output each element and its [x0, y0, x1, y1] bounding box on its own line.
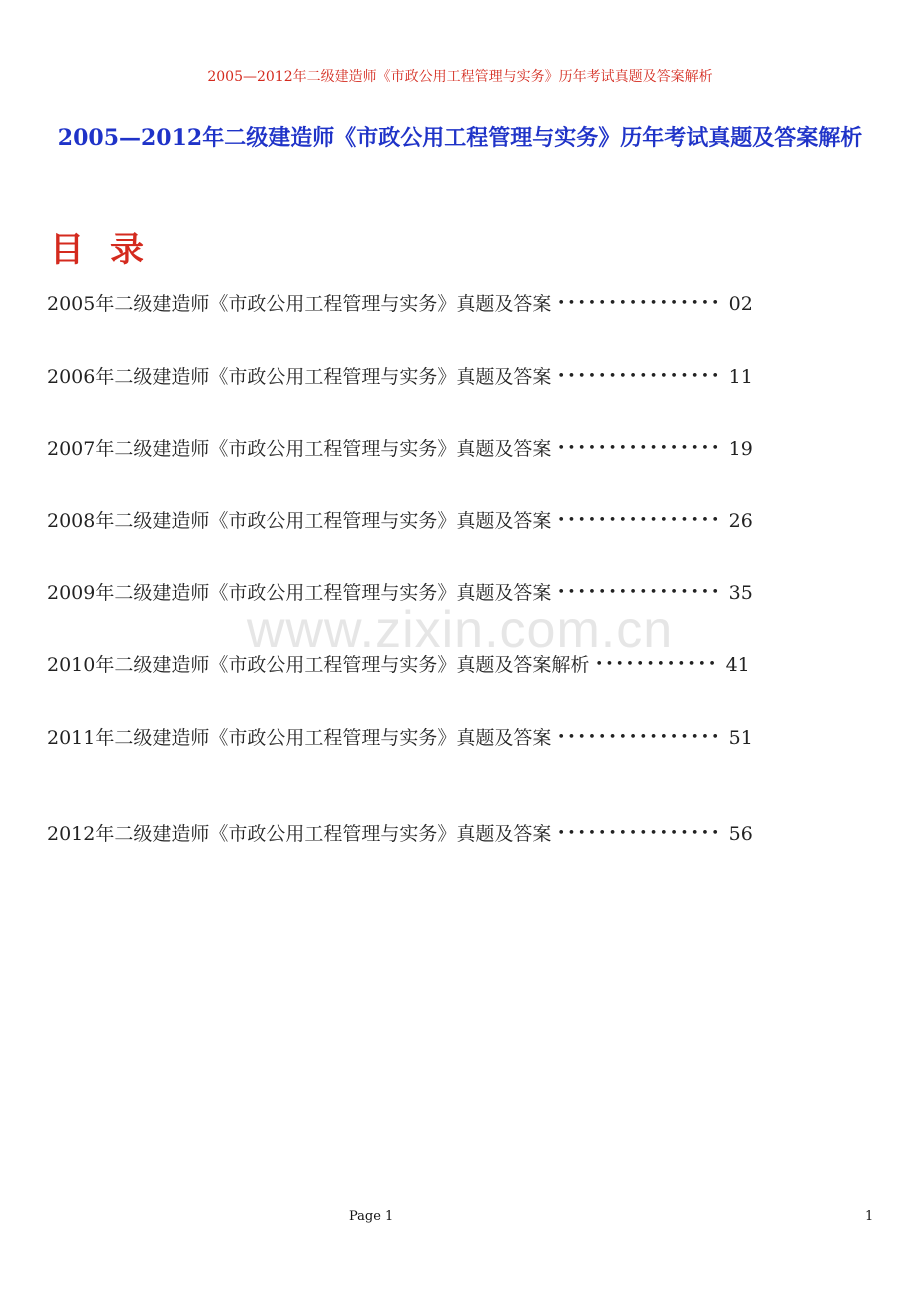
toc-entry-2008[interactable]: [47, 506, 827, 534]
toc-entry-2005[interactable]: [47, 289, 827, 317]
toc-entry-title[interactable]: 2010年二级建造师《市政公用工程管理与实务》真题及答案解析: [47, 654, 590, 676]
toc-page-number: 56: [728, 823, 753, 845]
dot-leader: ••••••••••••••••: [557, 296, 722, 311]
dot-leader: ••••••••••••••••: [557, 369, 722, 384]
document-title: 2005—2012年二级建造师《市政公用工程管理与实务》历年考试真题及答案解析: [57, 125, 863, 151]
toc-entry-title[interactable]: 2009年二级建造师《市政公用工程管理与实务》真题及答案: [47, 582, 552, 604]
toc-entry-2012[interactable]: [47, 819, 827, 847]
toc-entry-title[interactable]: 2007年二级建造师《市政公用工程管理与实务》真题及答案: [47, 438, 552, 460]
dot-leader: ••••••••••••: [595, 657, 719, 672]
dot-leader: ••••••••••••••••: [557, 441, 722, 456]
toc-entry-2011[interactable]: [47, 723, 827, 751]
toc-page-number: 26: [728, 510, 753, 532]
dot-leader: ••••••••••••••••: [557, 585, 722, 600]
toc-heading: 目录: [50, 230, 170, 270]
toc-entry-title[interactable]: 2008年二级建造师《市政公用工程管理与实务》真题及答案: [47, 510, 552, 532]
toc-entry-2009[interactable]: [47, 578, 827, 606]
toc-page-number: 02: [728, 293, 753, 315]
toc-entry-title[interactable]: 2006年二级建造师《市政公用工程管理与实务》真题及答案: [47, 366, 552, 388]
toc-page-number: 11: [728, 366, 753, 388]
dot-leader: ••••••••••••••••: [557, 513, 722, 528]
footer-page-label: Page 1: [349, 1209, 394, 1224]
toc-page-number: 51: [728, 727, 753, 749]
watermark: www.zixin.com.cn: [246, 601, 674, 659]
toc-page-number: 19: [728, 438, 753, 460]
toc-entry-2010[interactable]: [47, 650, 827, 678]
dot-leader: ••••••••••••••••: [557, 730, 722, 745]
toc-entry-2006[interactable]: [47, 362, 827, 390]
running-header: 2005—2012年二级建造师《市政公用工程管理与实务》历年考试真题及答案解析: [207, 69, 713, 85]
toc-entry-title[interactable]: 2011年二级建造师《市政公用工程管理与实务》真题及答案: [47, 727, 552, 749]
dot-leader: ••••••••••••••••: [557, 826, 722, 841]
footer-page-number: 1: [865, 1209, 874, 1224]
toc-entry-title[interactable]: 2012年二级建造师《市政公用工程管理与实务》真题及答案: [47, 823, 552, 845]
toc-page-number: 35: [728, 582, 753, 604]
toc-page-number: 41: [725, 654, 750, 676]
toc-entry-title[interactable]: 2005年二级建造师《市政公用工程管理与实务》真题及答案: [47, 293, 552, 315]
toc-entry-2007[interactable]: [47, 434, 827, 462]
